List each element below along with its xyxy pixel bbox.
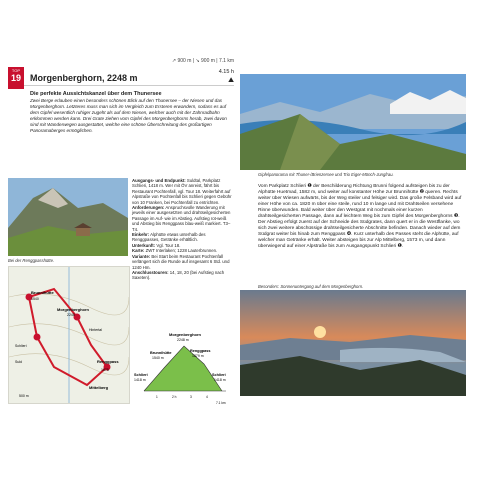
map-label-mittelberg: Mittelberg	[89, 385, 109, 390]
map-label-schlieri: Schlieri	[15, 344, 27, 348]
profile-rengg: Renggpass	[190, 349, 211, 353]
map-label-summit-ele: 2248	[67, 313, 75, 317]
panorama-illustration	[240, 74, 466, 170]
tour-header-bar	[8, 68, 234, 86]
mountain-photo-illustration	[8, 178, 128, 256]
map-label-rengg-ele: 1875	[101, 368, 109, 372]
info-entry: Einkehr: Alphütte etwas unterhalb des Renggpasses, Getränke erhältlich.	[132, 232, 206, 243]
profile-schlieri-left: Schlieri	[134, 373, 148, 377]
summit-panorama-photo	[240, 74, 466, 170]
sunset-caption: Besonders: Sonnenuntergang auf dem Morgenberghorn.	[258, 284, 364, 289]
profile-time: 2 h	[172, 395, 177, 399]
info-entry: Anforderungen: Anspruchsvolle Wanderung mit jeweils einer ausgesetzten und drahtseilgesicherten Passage im Auf- wie im Abstieg. Aufstieg rot-weiß und Abstieg bis Renggpass blau-weiß markiert. T3–T4.	[132, 205, 231, 232]
tour-title: Morgenberghorn, 2248 m	[30, 73, 138, 83]
route-map	[8, 266, 130, 404]
tour-number-badge	[8, 67, 24, 89]
sunset-photo	[240, 290, 466, 396]
tour-duration: 4.15 h	[218, 69, 234, 75]
tour-number: 19	[10, 73, 21, 83]
renggpass-hut-photo	[8, 178, 128, 256]
route-description: Vom Parkplatz Schlieri ❶ der Beschilderung Richtung Brunni folgend aufsteigen bis zu der Alphütte Huetmad, 1582 m, und weiter auf konstanter Höhe zur Brunnihütte ❷ queren. Rechts weiter über Wiesen aufwärts, bis der Weg steiler und felsiger wird. Das große Felsband wird auf einer Höhe von ca. 1820 m über eine steile, rund 10 m lange und mit Drahtseilen versehene Rinne überwunden. Bald weiter über den Westgrat mit nochmals einer kurzen drahtseilgesicherten Passage, dann auf leichtem Weg bis zum Gipfel des Morgenberghorns ❸. Der Abstieg erfolgt zuerst auf der Schneide des Südgrates, dann quert er in die Westflanke, wo sich zwei weitere abschüssige drahtseilgesicherte Abschnitte befinden. Danach wieder auf dem Südgrat weiter bis hinab zum Renggpass ❹. Kurz unterhalb des Passes steht die Alphütte, auf welcher man Getränke erhält. Weiter absteigen bis zur Alp Mittelberg, 1573 m, und dann überwiegend auf einer Alpstraße bis zum Ausgangspunkt Schlieri ❶.	[258, 184, 462, 249]
left-page	[8, 58, 234, 418]
profile-time: 1	[156, 395, 158, 399]
map-label-hintertal: Hintertal	[89, 328, 103, 332]
tour-stats: ↗ 900 m | ↘ 900 m | 7.1 km	[171, 58, 234, 64]
info-entry: Karte: ZWT Interlaken; 1228 Lauterbrunnen.	[132, 248, 218, 254]
tour-info-box	[132, 178, 234, 281]
tour-subtitle: Die perfekte Aussichtskanzel über dem Thunersee	[30, 91, 162, 97]
right-page	[240, 58, 466, 418]
map-label-summit: Morgenberghorn	[57, 307, 89, 312]
elevation-profile	[134, 326, 234, 406]
profile-brunni-ele: 1540 m	[152, 356, 164, 360]
elevation-chart	[134, 326, 234, 406]
map-label-rengg: Renggpass	[97, 359, 119, 364]
profile-time: 4	[206, 395, 208, 399]
profile-brunni: Brunnihütte	[150, 351, 172, 355]
profile-distance: 7.1 km	[216, 401, 226, 405]
map-label-suld: Suld	[15, 360, 23, 364]
profile-time: 3	[190, 395, 192, 399]
map-label-brunni-ele: 1540	[31, 297, 39, 301]
info-entry: Variante: Bei Start beim Restaurant Pochtenfall verlängert sich die Runde auf insgesamt 6 Std. und 1240 Hm.	[132, 253, 230, 270]
topo-map	[9, 267, 129, 403]
sunset-illustration	[240, 290, 466, 396]
profile-schlieri-left-ele: 1418 m	[134, 378, 146, 382]
tour-intro: Zwei Berge erlauben einen besonders schönen Blick auf den Thunersee – der Niesen und das Morgenberghorn. Letzteres muss man sich im Vergleich zum Ersteren erwandern, sodass es auf dem Gipfel wesentlich ruhiger zugeht als auf dem Niesen, welcher auch mit der Zahnradbahn erklommen werden kann. Drei Grate ziehen vom Gipfel des Morgenberghorns herab, zwei davon sind mit Wanderwegen ausgestattet, welche eine schöne Überschreitung des großartigen Panoramaberges ermöglichen.	[30, 98, 227, 133]
hiker-icon: ⛰	[228, 77, 234, 84]
profile-schlieri-right: Schlieri	[212, 373, 226, 377]
info-entry: Ausgangs- und Endpunkt: Suldtal, Parkplatz Schlieri, 1418 m. Wer mit ÖV anreist, fährt bis Restaurant Pochtenfall, vgl. Tour 18. Weiterfahrt auf Alpstraße von Pochtenfall bis Schlieri gegen Gebühr von 10 Franken, bei Pochtenfall zu entrichten.	[132, 178, 232, 205]
map-label-brunni: Brunnihütte	[31, 290, 54, 295]
info-entry: Unterkunft: Vgl. Tour 18.	[132, 242, 181, 248]
top-label: TOP	[11, 68, 21, 73]
profile-summit-ele: 2248 m	[177, 338, 189, 342]
profile-summit: Morgenberghorn	[169, 332, 201, 337]
panorama-caption: Gipfelpanorama mit Thuner-/Brienzersee und Trio Eiger-Mönch-Jungfrau.	[258, 172, 394, 177]
photo-caption: Bei der Renggpasshütte.	[8, 258, 55, 263]
profile-schlieri-right-ele: 1418 m	[214, 378, 226, 382]
profile-rengg-ele: 1879 m	[192, 354, 204, 358]
map-scale: 500 m	[19, 394, 29, 398]
info-entry: Anschlusstouren: 14, 18, 20 (bei Aufstieg nach Saxeten).	[132, 269, 225, 281]
